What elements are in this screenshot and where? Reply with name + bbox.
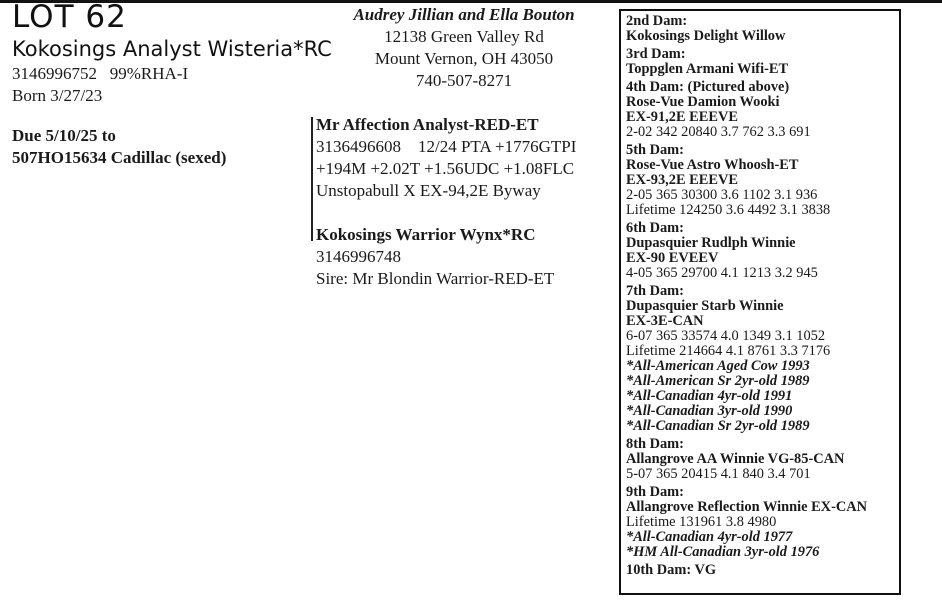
owner-address-1: 12138 Green Valley Rd (384, 27, 544, 46)
generation-label: 6th Dam: (626, 220, 684, 236)
animal-birthdate: Born 3/27/23 (12, 86, 103, 105)
ancestor-name: Dupasquier Rudlph Winnie (626, 235, 796, 251)
due-date: Due 5/10/25 to (12, 126, 116, 145)
pedigree-generation (626, 47, 899, 77)
ancestor-name: Toppglen Armani Wifi-ET (626, 61, 789, 77)
honor: *All-Canadian Sr 2yr-old 1989 (626, 418, 810, 434)
sire-name: Mr Affection Analyst-RED-ET (316, 115, 539, 134)
pedigree-generation (626, 221, 899, 281)
owner-block (325, 4, 603, 92)
generation-label: 10th Dam: VG (626, 562, 717, 578)
ancestor-name: Allangrove Reflection Winnie EX-CAN (626, 499, 868, 515)
ancestor-name: Allangrove AA Winnie VG-85-CAN (626, 451, 845, 467)
ancestor-name: Kokosings Delight Willow (626, 28, 786, 44)
pedigree-generation (626, 437, 899, 482)
ancestor-name: Dupasquier Starb Winnie (626, 298, 784, 314)
generation-label: 9th Dam: (626, 484, 684, 500)
generation-label: 4th Dam: (Pictured above) (626, 79, 790, 95)
service-sire: 507HO15634 Cadillac (sexed) (12, 148, 227, 167)
production-record: Lifetime 124250 3.6 4492 3.1 3838 (626, 202, 831, 218)
dam-name: Kokosings Warrior Wynx*RC (316, 225, 536, 244)
sire-line-2: +194M +2.02T +1.56UDC +1.08FLC (316, 159, 575, 178)
generation-label: 7th Dam: (626, 283, 684, 299)
production-record: 6-07 365 33574 4.0 1349 3.1 1052 (626, 328, 826, 344)
animal-name: Kokosings Analyst Wisteria*RC (12, 37, 332, 61)
ancestor-name: Rose-Vue Astro Whoosh-ET (626, 157, 799, 173)
owner-name: Audrey Jillian and Ella Bouton (353, 5, 575, 24)
dam-block (316, 224, 554, 290)
pedigree-generation (626, 80, 899, 140)
pedigree-generation (626, 14, 899, 44)
pedigree-generation (626, 485, 899, 560)
due-date-block (12, 125, 226, 169)
production-record: 5-07 365 20415 4.1 840 3.4 701 (626, 466, 811, 482)
dam-registration: 3146996748 (316, 247, 401, 266)
top-rule (0, 0, 942, 3)
ancestor-name: EX-90 EVEEV (626, 250, 719, 266)
pedigree-bracket (311, 117, 313, 241)
sire-line-1: 3136496608 12/24 PTA +1776GTPI (316, 137, 577, 156)
honor: *All-American Aged Cow 1993 (626, 358, 810, 374)
generation-label: 2nd Dam: (626, 13, 688, 29)
production-record: 2-05 365 30300 3.6 1102 3.1 936 (626, 187, 818, 203)
pedigree-box (619, 9, 901, 595)
honor: *HM All-Canadian 3yr-old 1976 (626, 544, 820, 560)
production-record: Lifetime 214664 4.1 8761 3.3 7176 (626, 343, 831, 359)
pedigree-generation (626, 143, 899, 218)
honor: *All-American Sr 2yr-old 1989 (626, 373, 810, 389)
production-record: Lifetime 131961 3.8 4980 (626, 514, 777, 530)
pedigree-generation (626, 563, 899, 578)
production-record: 4-05 365 29700 4.1 1213 3.2 945 (626, 265, 818, 281)
ancestor-name: EX-91,2E EEEVE (626, 109, 738, 125)
sire-block (316, 114, 576, 202)
animal-registration: 3146996752 99%RHA-I (12, 64, 189, 83)
lot-number: LOT 62 (12, 0, 127, 35)
generation-label: 5th Dam: (626, 142, 684, 158)
production-record: 2-02 342 20840 3.7 762 3.3 691 (626, 124, 811, 140)
generation-label: 3rd Dam: (626, 46, 686, 62)
ancestor-name: EX-93,2E EEEVE (626, 172, 738, 188)
ancestor-name: Rose-Vue Damion Wooki (626, 94, 780, 110)
sire-line-3: Unstopabull X EX-94,2E Byway (316, 181, 541, 200)
dam-sire: Sire: Mr Blondin Warrior-RED-ET (316, 269, 555, 288)
generation-label: 8th Dam: (626, 436, 684, 452)
owner-address-2: Mount Vernon, OH 43050 (374, 49, 554, 68)
owner-phone: 740-507-8271 (415, 71, 513, 90)
honor: *All-Canadian 3yr-old 1990 (626, 403, 793, 419)
honor: *All-Canadian 4yr-old 1991 (626, 388, 793, 404)
honor: *All-Canadian 4yr-old 1977 (626, 529, 793, 545)
ancestor-name: EX-3E-CAN (626, 313, 704, 329)
pedigree-generation (626, 284, 899, 434)
